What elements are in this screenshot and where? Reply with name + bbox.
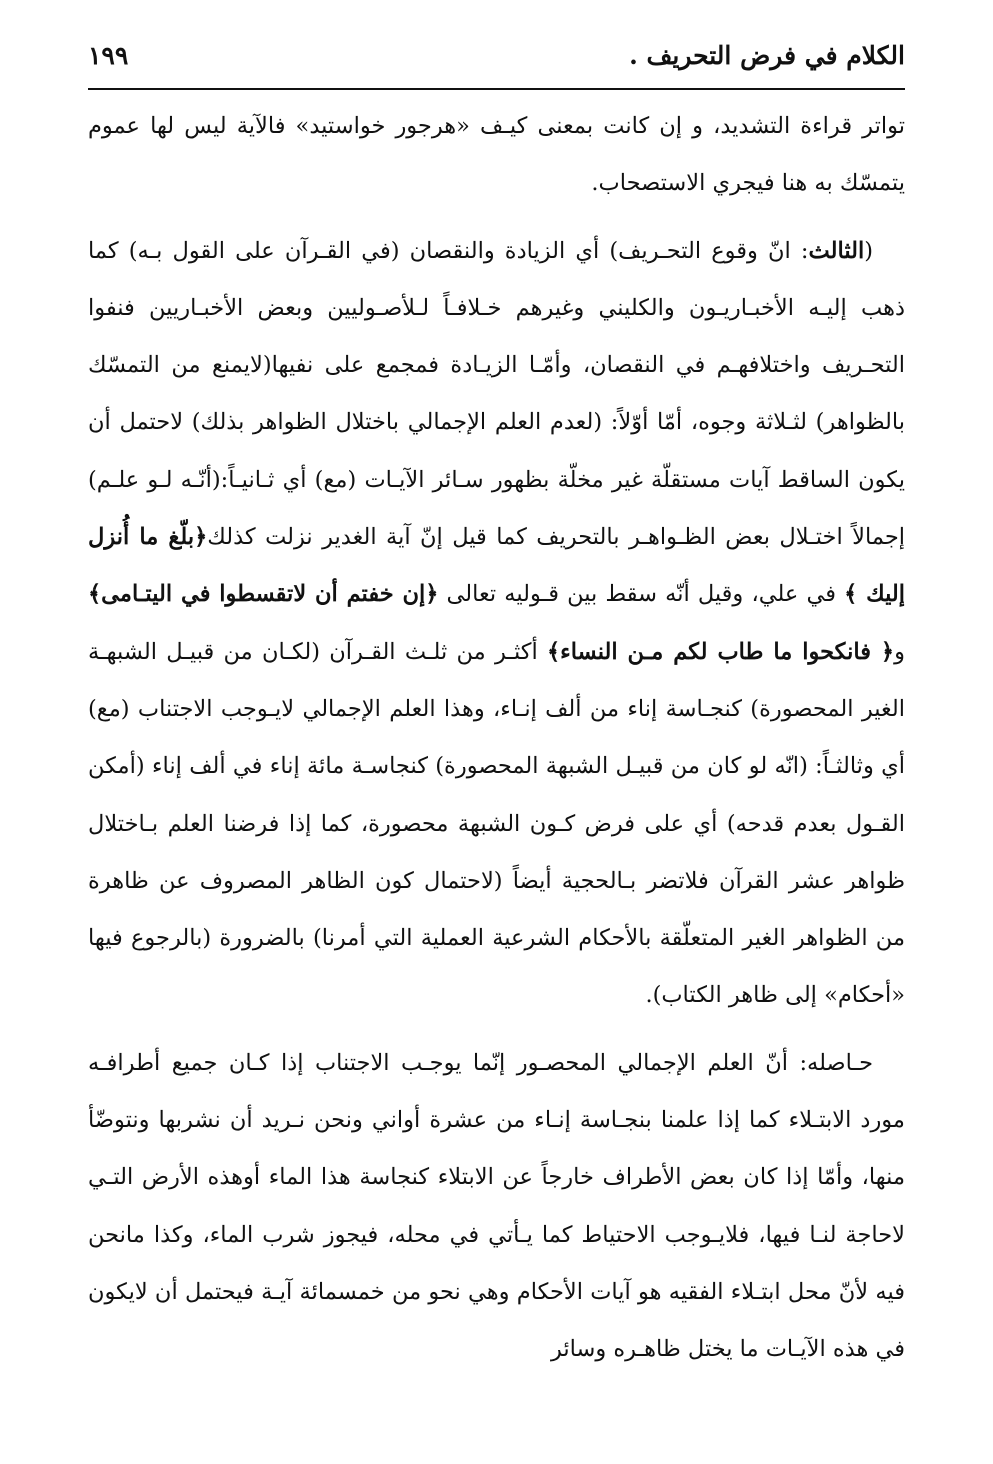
running-header [88, 30, 905, 80]
paragraph-2-text-a: : انّ وقوع التحـريف) أي الزيادة والنقصان (في القـرآن على القول بـه) كما ذهب إليـه الأخبـاريـون والكليني وغيرهم خـلافـاً لـلأصـوليين وبعض الأخبـاريين فنفوا التحـريف واختلافهـم في النقصان، وأمّـا الزيـادة فمجمع على نفيها(لايمنع من التمسّك بالظواهر) لثـلاثة وجوه، أمّا أوّلاً: (لعدم العلم الإجمالي باختلال الظواهر بذلك) لاحتمل أن يكون الساقط آيات مستقلّة غير مخلّة بظهور سـائر الآيـات (مع) أي ثـانيـاً:(أنّـه لـو علـم) إجمالاً اختـلال بعض الظـواهـر بالتحريف كما قيل إنّ آية الغدير نزلت كذلك [88, 237, 905, 551]
paragraph-2-text-d: أكثـر من ثلـث القـرآن (لكـان من قبيـل الشبهـة الغير المحصورة) كنجـاسة إناء من ألف إنـاء، وهذا العلم الإجمالي لايـوجب الاجتناب (مع) أي وثالثـاً: (انّه لو كان من قبيـل الشبهة المحصورة) كنجاسـة مائة إناء في ألف إناء (أمكن القـول بعدم قدحه) أي على فرض كـون الشبهة محصورة، كما إذا فرضنا العلم بـاختلال ظواهر عشر القرآن فلاتضر بـالحجية أيضاً (لاحتمال كون الظاهر المصروف عن ظاهرة من الظواهر الغير المتعلّقة بالأحكام الشرعية العملية التي أمرنا) بالضرورة (بالرجوع فيها «أحكام» إلى ظاهر الكتاب). [88, 638, 905, 1009]
section-term: الثالث [808, 237, 865, 264]
header-rule [88, 88, 905, 90]
paragraph-3: حـاصله: أنّ العلم الإجمالي المحصـور إنّما يوجـب الاجتناب إذا كـان جميع أطرافـه مورد الابتـلاء كما إذا علمنا بنجـاسة إنـاء من عشرة أواني ونحن نـريد أن نشربها ونتوضّأ منها، وأمّا إذا كان بعض الأطراف خارجاً عن الابتلاء كنجاسة هذا الماء أوهذه الأرض التـي لاحاجة لنـا فيها، فلايـوجب الاحتياط كما يـأتي في محله، فيجوز شرب الماء، وكذا مانحن فيه لأنّ محل ابتـلاء الفقيه هو آيات الأحكام وهي نحو من خمسمائة آيـة فيحتمل أن لايكون في هذه الآيـات ما يختل ظاهـره وسائر [88, 1049, 905, 1363]
paragraph-1: تواتر قراءة التشديد، و إن كانت بمعنى كيـف «هرجور خواستيد» فالآية ليس لها عموم يتمسّك به هنا فيجري الاستصحاب. [88, 113, 905, 197]
chapter-title: الكلام في فرض التحريف . [629, 40, 905, 70]
quran-quote-3: ﴿ فانكحوا ما طاب لكم مـن النساء﴾ [547, 638, 895, 665]
paren-open: ( [864, 237, 873, 264]
body-text [88, 98, 905, 1379]
paragraph-2-text-c: و [894, 638, 905, 665]
quran-quote-2: ﴿إن خفتم أن لاتقسطوا في اليتـامى﴾ [88, 581, 439, 608]
paragraph-2 [88, 223, 905, 1025]
quran-quote-1: ﴿بلّغ ما أُنزل إليك ﴾ [88, 524, 905, 608]
page-number: ١٩٩ [88, 40, 129, 70]
paragraph-2-text-b: في علي، وقيل أنّه سقط بين قـوليه تعالى [438, 581, 845, 608]
